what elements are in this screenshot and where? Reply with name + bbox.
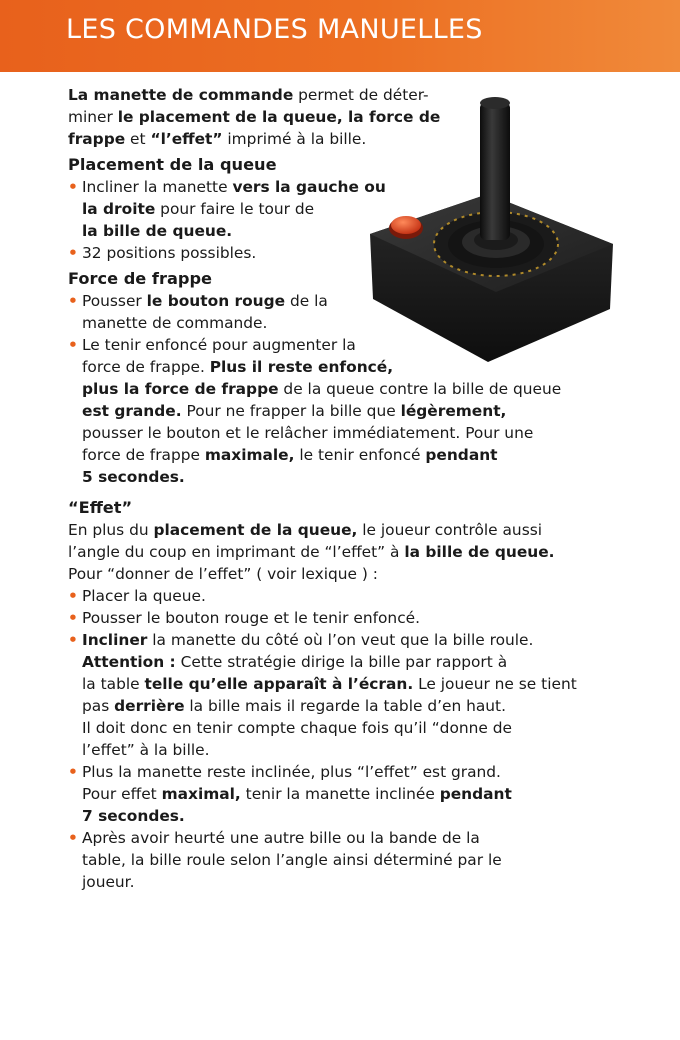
intro-text: et <box>125 130 151 148</box>
intro-text: miner <box>68 108 118 126</box>
page-header <box>0 0 680 72</box>
item-text: est grande. <box>82 402 182 420</box>
text-line <box>82 444 613 466</box>
text-line <box>82 651 613 673</box>
text-line <box>82 466 613 488</box>
text-line <box>68 84 468 106</box>
item-text: le tenir enfoncé <box>294 446 426 464</box>
intro-text: “l’effet” <box>150 130 223 148</box>
text-line <box>82 422 613 444</box>
item-text: l’effet” à la bille. <box>82 741 210 759</box>
text-line <box>82 761 613 783</box>
item-text: force de frappe <box>82 446 205 464</box>
item-text: de la queue contre la bille de queue <box>278 380 562 398</box>
effet-text: En plus du <box>68 521 154 539</box>
effet-text: le joueur contrôle aussi <box>357 521 543 539</box>
item-text: Pousser <box>82 292 147 310</box>
item-text: 32 positions possibles. <box>82 244 257 262</box>
text-line <box>82 695 613 717</box>
item-text: Plus la manette reste inclinée, plus “l’effet” est grand. <box>82 763 501 781</box>
item-text: Pour effet <box>82 785 162 803</box>
item-text: derrière <box>114 697 185 715</box>
item-text: de la <box>285 292 328 310</box>
intro-text: permet de déter- <box>293 86 429 104</box>
text-line <box>82 290 613 312</box>
text-line <box>68 541 613 563</box>
force-list <box>68 290 613 488</box>
item-text: Le tenir enfoncé pour augmenter la <box>82 336 356 354</box>
item-text: pour faire le tour de <box>155 200 315 218</box>
text-line <box>82 220 613 242</box>
text-line <box>82 585 613 607</box>
list-item <box>68 585 613 607</box>
bullet-icon: • <box>68 244 78 262</box>
bullet-icon: • <box>68 178 78 196</box>
effet-text: l’angle du coup en imprimant de “l’effet” à <box>68 543 405 561</box>
item-text: plus la force de frappe <box>82 380 279 398</box>
item-text: tenir la manette inclinée <box>240 785 440 803</box>
item-text: 5 secondes. <box>82 468 185 486</box>
item-text: pas <box>82 697 115 715</box>
list-item <box>68 242 613 264</box>
list-item <box>68 761 613 827</box>
manual-text <box>68 84 613 893</box>
item-text: le bouton rouge <box>146 292 286 310</box>
bullet-icon: • <box>68 587 78 605</box>
text-line <box>68 128 468 150</box>
text-line <box>82 849 613 871</box>
placement-heading: Placement de la queue <box>68 155 277 174</box>
item-text: Pour ne frapper la bille que <box>181 402 401 420</box>
text-line <box>82 739 613 761</box>
bullet-icon: • <box>68 631 78 649</box>
intro-text: La manette de commande <box>68 86 294 104</box>
text-line <box>82 312 613 334</box>
text-line <box>82 783 613 805</box>
item-text: Le joueur ne se tient <box>413 675 577 693</box>
bullet-icon: • <box>68 609 78 627</box>
force-heading: Force de frappe <box>68 269 213 288</box>
text-line <box>82 176 613 198</box>
item-text: maximal, <box>161 785 241 803</box>
item-text: Incliner la manette <box>82 178 233 196</box>
text-line <box>82 629 613 651</box>
text-line <box>82 871 613 893</box>
item-text: Placer la queue. <box>82 587 206 605</box>
item-text: Incliner <box>82 631 148 649</box>
item-text: Après avoir heurté une autre bille ou la bande de la <box>82 829 480 847</box>
list-item <box>68 827 613 893</box>
item-text: telle qu’elle apparaît à l’écran. <box>144 675 414 693</box>
bullet-icon: • <box>68 292 78 310</box>
effet-heading: “Effet” <box>68 498 133 517</box>
intro-text: imprimé à la bille. <box>222 130 367 148</box>
item-text: Il doit donc en tenir compte chaque fois qu’il “donne de <box>82 719 512 737</box>
item-text: Cette stratégie dirige la bille par rapport à <box>175 653 508 671</box>
effet-list <box>68 585 613 893</box>
text-line <box>82 198 613 220</box>
text-line <box>82 805 613 827</box>
intro-paragraph <box>68 84 468 150</box>
bullet-icon: • <box>68 829 78 847</box>
item-text: Plus il reste enfoncé, <box>209 358 394 376</box>
item-text: force de frappe. <box>82 358 210 376</box>
list-item <box>68 334 613 488</box>
item-text: la bille mais il regarde la table d’en haut. <box>184 697 506 715</box>
item-text: Pousser le bouton rouge et le tenir enfoncé. <box>82 609 421 627</box>
item-text: la droite <box>82 200 156 218</box>
text-line <box>68 563 613 585</box>
bullet-icon: • <box>68 763 78 781</box>
text-line <box>82 242 613 264</box>
list-item <box>68 629 613 761</box>
text-line <box>82 673 613 695</box>
effet-text: Pour “donner de l’effet” ( voir lexique ) : <box>68 565 378 583</box>
item-text: manette de commande. <box>82 314 268 332</box>
item-text: la bille de queue. <box>82 222 233 240</box>
item-text: Attention : <box>82 653 176 671</box>
page-title: LES COMMANDES MANUELLES <box>66 14 483 45</box>
text-line <box>82 717 613 739</box>
item-text: la table <box>82 675 145 693</box>
text-line <box>82 378 613 400</box>
bullet-icon: • <box>68 336 78 354</box>
effet-text: la bille de queue. <box>404 543 555 561</box>
text-line <box>82 334 613 356</box>
effet-text: placement de la queue, <box>153 521 358 539</box>
text-line <box>82 400 613 422</box>
list-item <box>68 176 613 242</box>
effet-paragraph <box>68 519 613 585</box>
item-text: pendant <box>425 446 498 464</box>
item-text: légèrement, <box>400 402 507 420</box>
text-line <box>68 519 613 541</box>
item-text: joueur. <box>82 873 135 891</box>
list-item <box>68 607 613 629</box>
item-text: pousser le bouton et le relâcher immédiatement. Pour une <box>82 424 534 442</box>
item-text: maximale, <box>204 446 295 464</box>
intro-text: le placement de la queue, la force de <box>117 108 441 126</box>
intro-text: frappe <box>68 130 126 148</box>
item-text: table, la bille roule selon l’angle ainsi déterminé par le <box>82 851 502 869</box>
item-text: vers la gauche ou <box>232 178 386 196</box>
item-text: la manette du côté où l’on veut que la bille roule. <box>147 631 534 649</box>
text-line <box>82 827 613 849</box>
item-text: pendant <box>439 785 512 803</box>
item-text: 7 secondes. <box>82 807 185 825</box>
list-item <box>68 290 613 334</box>
text-line <box>82 607 613 629</box>
placement-list <box>68 176 613 264</box>
text-line <box>82 356 613 378</box>
text-line <box>68 106 468 128</box>
